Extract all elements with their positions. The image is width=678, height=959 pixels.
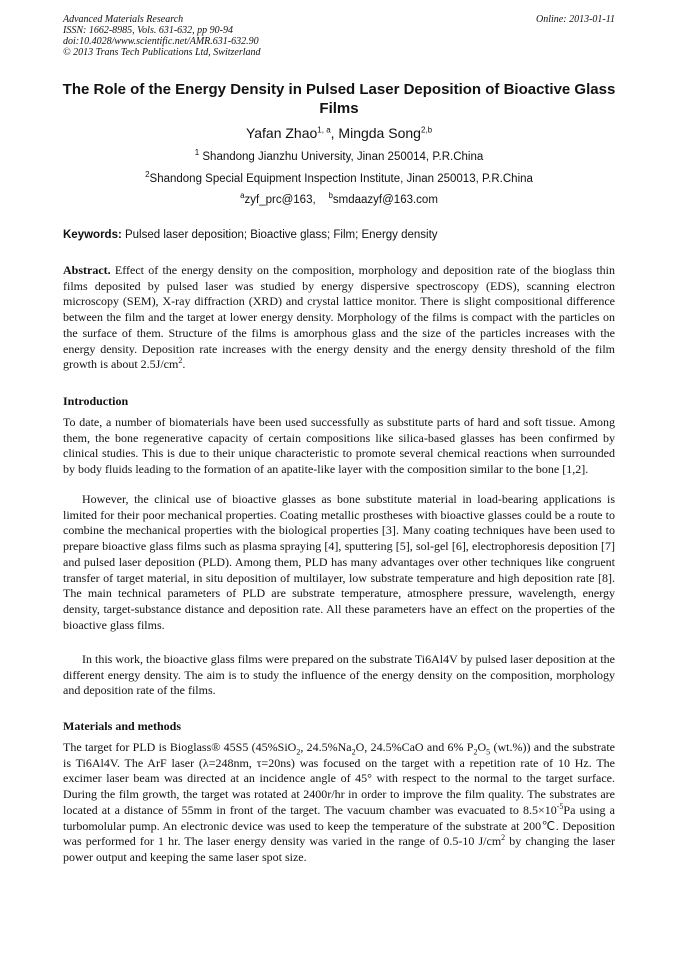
methods-text: O — [477, 740, 487, 754]
author-2: Mingda Song — [338, 125, 421, 141]
author-emails — [63, 193, 615, 207]
affiliation-1 — [63, 150, 615, 164]
introduction-paragraph-3: In this work, the bioactive glass films were prepared on the substrate Ti6Al4V by pulsed laser deposition at the different energy density. The aim is to study the influence of the energy density on the composition, morphology and deposition rate of the films. — [63, 652, 615, 698]
keywords — [63, 228, 615, 242]
methods-text: (wt.%)) and the substrate is Ti6Al4V. The ArF laser (λ=248nm, τ=20ns) was focused on the target with a repetition rate of 10 Hz. The excimer laser beam was directed at an incidence angle of 45° with respect to the normal to the target surface. During the film growth, the target was rotated at 2400r/hr in order to improve the film quality. The substrates are located at a distance of 55mm in front of the target. The vacuum chamber was evacuated to 8.5×10 — [63, 740, 615, 817]
author-separator: , — [330, 125, 339, 141]
keywords-label: Keywords: — [63, 229, 122, 241]
methods-text: Pa using a turbomolular pump. An electronic device was used to keep the temperature of the substrate at 200℃. Deposition was performed for 1 hr. The laser energy density was varied in the range of 0.5-10 J/cm — [63, 802, 615, 849]
introduction-paragraph-1: To date, a number of biomaterials have been used successfully as substitute parts of hard and soft tissue. Among them, the bone regenerative capacity of certain compositions like silica-based glasses has been confirmed by clinical studies. This is due to their unique characteristic to promote several chemical reactions when surrounded by body fluids leading to the formation of an apatite-like layer with the composition similar to the bone [1,2]. — [63, 415, 615, 477]
methods-sub: 2 — [473, 747, 478, 757]
authors — [63, 124, 615, 142]
methods-sub: 2 — [351, 747, 356, 757]
affiliation-2 — [63, 172, 615, 186]
journal-header — [63, 14, 615, 58]
affiliation-2-text: Shandong Special Equipment Inspection Institute, Jinan 250013, P.R.China — [149, 173, 533, 185]
paper-title: The Role of the Energy Density in Pulsed Laser Deposition of Bioactive Glass Films — [62, 81, 616, 117]
email-b: smdaazyf@163.com — [332, 194, 438, 206]
journal-copyright: © 2013 Trans Tech Publications Ltd, Switzerland — [63, 47, 261, 58]
methods-heading: Materials and methods — [63, 719, 181, 733]
methods-paragraph-1 — [63, 740, 615, 866]
introduction-heading: Introduction — [63, 394, 129, 408]
author-2-sup: 2,b — [420, 125, 433, 135]
author-1: Yafan Zhao — [245, 125, 318, 141]
methods-text: by changing the laser power output and keeping the same laser spot size. — [63, 834, 615, 864]
journal-doi: doi:10.4028/www.scientific.net/AMR.631-632.90 — [63, 36, 259, 47]
email-b-sup: b — [328, 191, 333, 201]
methods-sup: 2 — [501, 833, 506, 843]
email-a: zyf_prc@163, — [244, 194, 316, 206]
journal-issn: ISSN: 1662-8985, Vols. 631-632, pp 90-94 — [63, 25, 233, 36]
keywords-text: Pulsed laser deposition; Bioactive glass; Film; Energy density — [121, 229, 438, 241]
methods-text: The target for PLD is Bioglass® 45S5 (45%SiO — [63, 740, 297, 754]
abstract-sup: 2 — [178, 356, 183, 366]
author-1-sup: 1, a — [317, 125, 331, 135]
methods-sub: 5 — [486, 747, 491, 757]
affiliation-1-sup: 1 — [194, 148, 200, 158]
abstract-label: Abstract. — [63, 263, 111, 277]
email-a-sup: a — [240, 191, 245, 201]
abstract-text: Effect of the energy density on the composition, morphology and deposition rate of the bioglass thin films deposited by pulsed laser was studied by energy dispersive spectroscopy (EDS), scanning electron microscopy (SEM), X-ray diffraction (XRD) and crystal lattice monitor. There is slight compositional difference between the film and the target at lower energy density. Morphology of the films is compact with the particles on the surface of them. Structure of the films is amorphous glass and the size of the particles increases with the energy density. Deposition rate increases with the energy density and the energy density threshold of the film growth is about 2.5J/cm — [63, 263, 615, 372]
methods-sub: 2 — [296, 747, 301, 757]
introduction-paragraph-2: However, the clinical use of bioactive glasses as bone substitute material in load-bearing applications is limited for their poor mechanical properties. Coating metallic prostheses with bioactive glasses could be a route to combine the mechanical properties with the biological properties [3]. Many coating techniques have been used to prepare bioactive glass films such as plasma spraying [4], sputtering [5], sol-gel [6], electrophoresis deposition [7] and pulsed laser deposition (PLD). Among them, PLD has many advantages over other techniques like congruent transfer of target material, in situ deposition of multilayer, low substrate temperature and high deposition rate [8]. The main technical parameters of PLD are substrate temperature, atmosphere pressure, wavelength, energy density, target-substance distance and deposition rate. All these parameters have an effect on the properties of the bioactive glass films. — [63, 492, 615, 632]
journal-name: Advanced Materials Research — [63, 14, 184, 25]
online-date: Online: 2013-01-11 — [536, 14, 615, 25]
methods-sup: -5 — [556, 801, 564, 811]
methods-text: O, 24.5%CaO and 6% P — [355, 740, 474, 754]
abstract-end: . — [182, 357, 186, 372]
affiliation-2-sup: 2 — [145, 170, 150, 180]
abstract — [63, 263, 615, 373]
methods-text: , 24.5%Na — [300, 740, 352, 754]
affiliation-1-text: Shandong Jianzhu University, Jinan 250014, P.R.China — [199, 151, 484, 163]
